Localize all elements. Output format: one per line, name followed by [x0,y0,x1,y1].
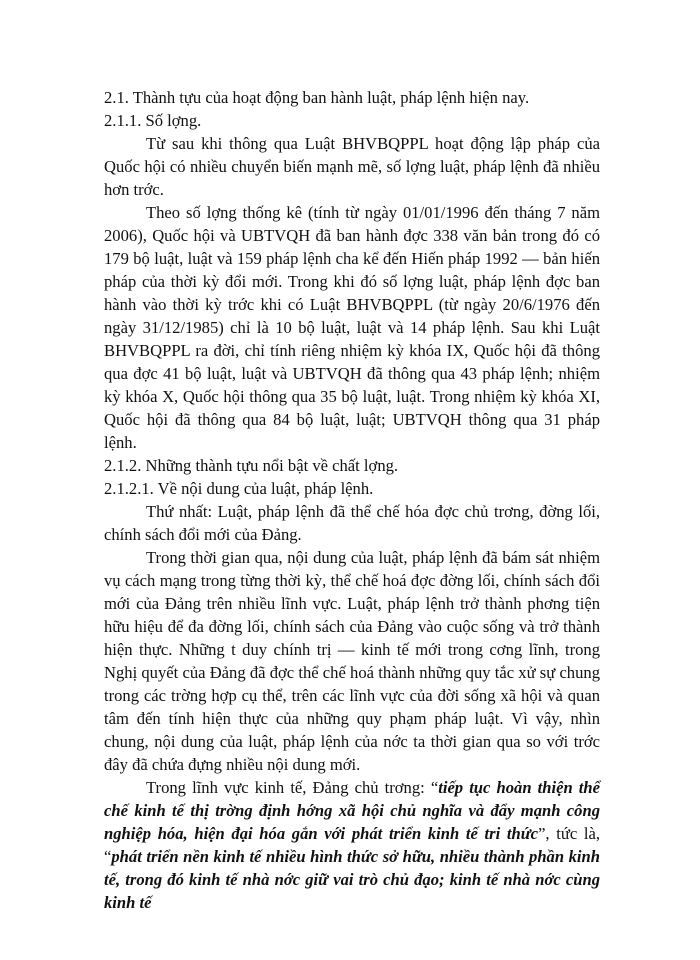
economic-policy-quote-2: phát triển nền kinh tế nhiều hình thức sở hữu, nhiều thành phần kinh tế, trong đó kinh tế nhà nớc giữ vai trò chủ đạo; kinh tế nhà nớc cùng kinh tế [104,847,600,912]
heading-2-1-2-1: 2.1.2.1. Về nội dung của luật, pháp lệnh. [104,479,374,498]
document-body [104,86,600,914]
paragraph-first-point: Thứ nhất: Luật, pháp lệnh đã thể chế hóa đợc chủ trơng, đờng lối, chính sách đổi mới của Đảng. [104,502,600,544]
economic-policy-quote-1: tiếp tục hoàn thiện thể chế kinh tế thị trờng định hớng xã hội chủ nghĩa và đẩy mạnh công nghiệp hóa, hiện đại hóa gắn với phát triển kinh tế tri thức [104,778,600,843]
heading-2-1: 2.1. Thành tựu của hoạt động ban hành luật, pháp lệnh hiện nay. [104,88,530,107]
paragraph-economic-policy [104,776,600,914]
heading-2-1-1: 2.1.1. Số lợng. [104,111,202,130]
paragraph-statistics: Theo số lợng thống kê (tính từ ngày 01/01/1996 đến tháng 7 năm 2006), Quốc hội và UBTVQH đã ban hành đợc 338 văn bản trong đó có 179 bộ luật, luật và 159 pháp lệnh cha kể đến Hiến pháp 1992 — bản hiến pháp của thời kỳ đổi mới. Trong khi đó số lợng luật, pháp lệnh đợc ban hành vào thời kỳ trớc khi có Luật BHVBQPPL (từ ngày 20/6/1976 đến ngày 31/12/1985) chỉ là 10 bộ luật, luật và 14 pháp lệnh. Sau khi Luật BHVBQPPL ra đời, chỉ tính riêng nhiệm kỳ khóa IX, Quốc hội đã thông qua đợc 41 bộ luật, luật và UBTVQH đã thông qua 43 pháp lệnh; nhiệm kỳ khóa X, Quốc hội thông qua 35 bộ luật, luật. Trong nhiệm kỳ khóa XI, Quốc hội đã thông qua 84 bộ luật, luật; UBTVQH thông qua 31 pháp lệnh. [104,203,600,452]
paragraph-content-overview: Trong thời gian qua, nội dung của luật, pháp lệnh đã bám sát nhiệm vụ cách mạng trong từng thời kỳ, thể chế hoá đợc đờng lối, chính sách đổi mới của Đảng trên nhiều lĩnh vực. Luật, pháp lệnh trở thành phơng tiện hữu hiệu để đa đờng lối, chính sách của Đảng vào cuộc sống và trở thành hiện thực. Những t duy chính trị — kinh tế mới trong cơng lĩnh, trong Nghị quyết của Đảng đã đợc thể chế hoá thành những quy tắc xử sự chung trong các trờng hợp cụ thể, trên các lĩnh vực của đời sống xã hội và quan tâm đến tính hiện thực của những quy phạm pháp luật. Vì vậy, nhìn chung, nội dung của luật, pháp lệnh của nớc ta thời gian qua so với trớc đây đã chứa đựng nhiều nội dung mới. [104,548,600,774]
economic-policy-lead: Trong lĩnh vực kinh tế, Đảng chủ trơng: “ [146,778,439,797]
heading-2-1-2: 2.1.2. Những thành tựu nổi bật về chất lợng. [104,456,399,475]
economic-policy-connector: ”, tức là, “ [104,824,601,866]
paragraph-intro: Từ sau khi thông qua Luật BHVBQPPL hoạt động lập pháp của Quốc hội có nhiều chuyển biến mạnh mẽ, số lợng luật, pháp lệnh đã nhiều hơn trớc. [104,134,600,199]
